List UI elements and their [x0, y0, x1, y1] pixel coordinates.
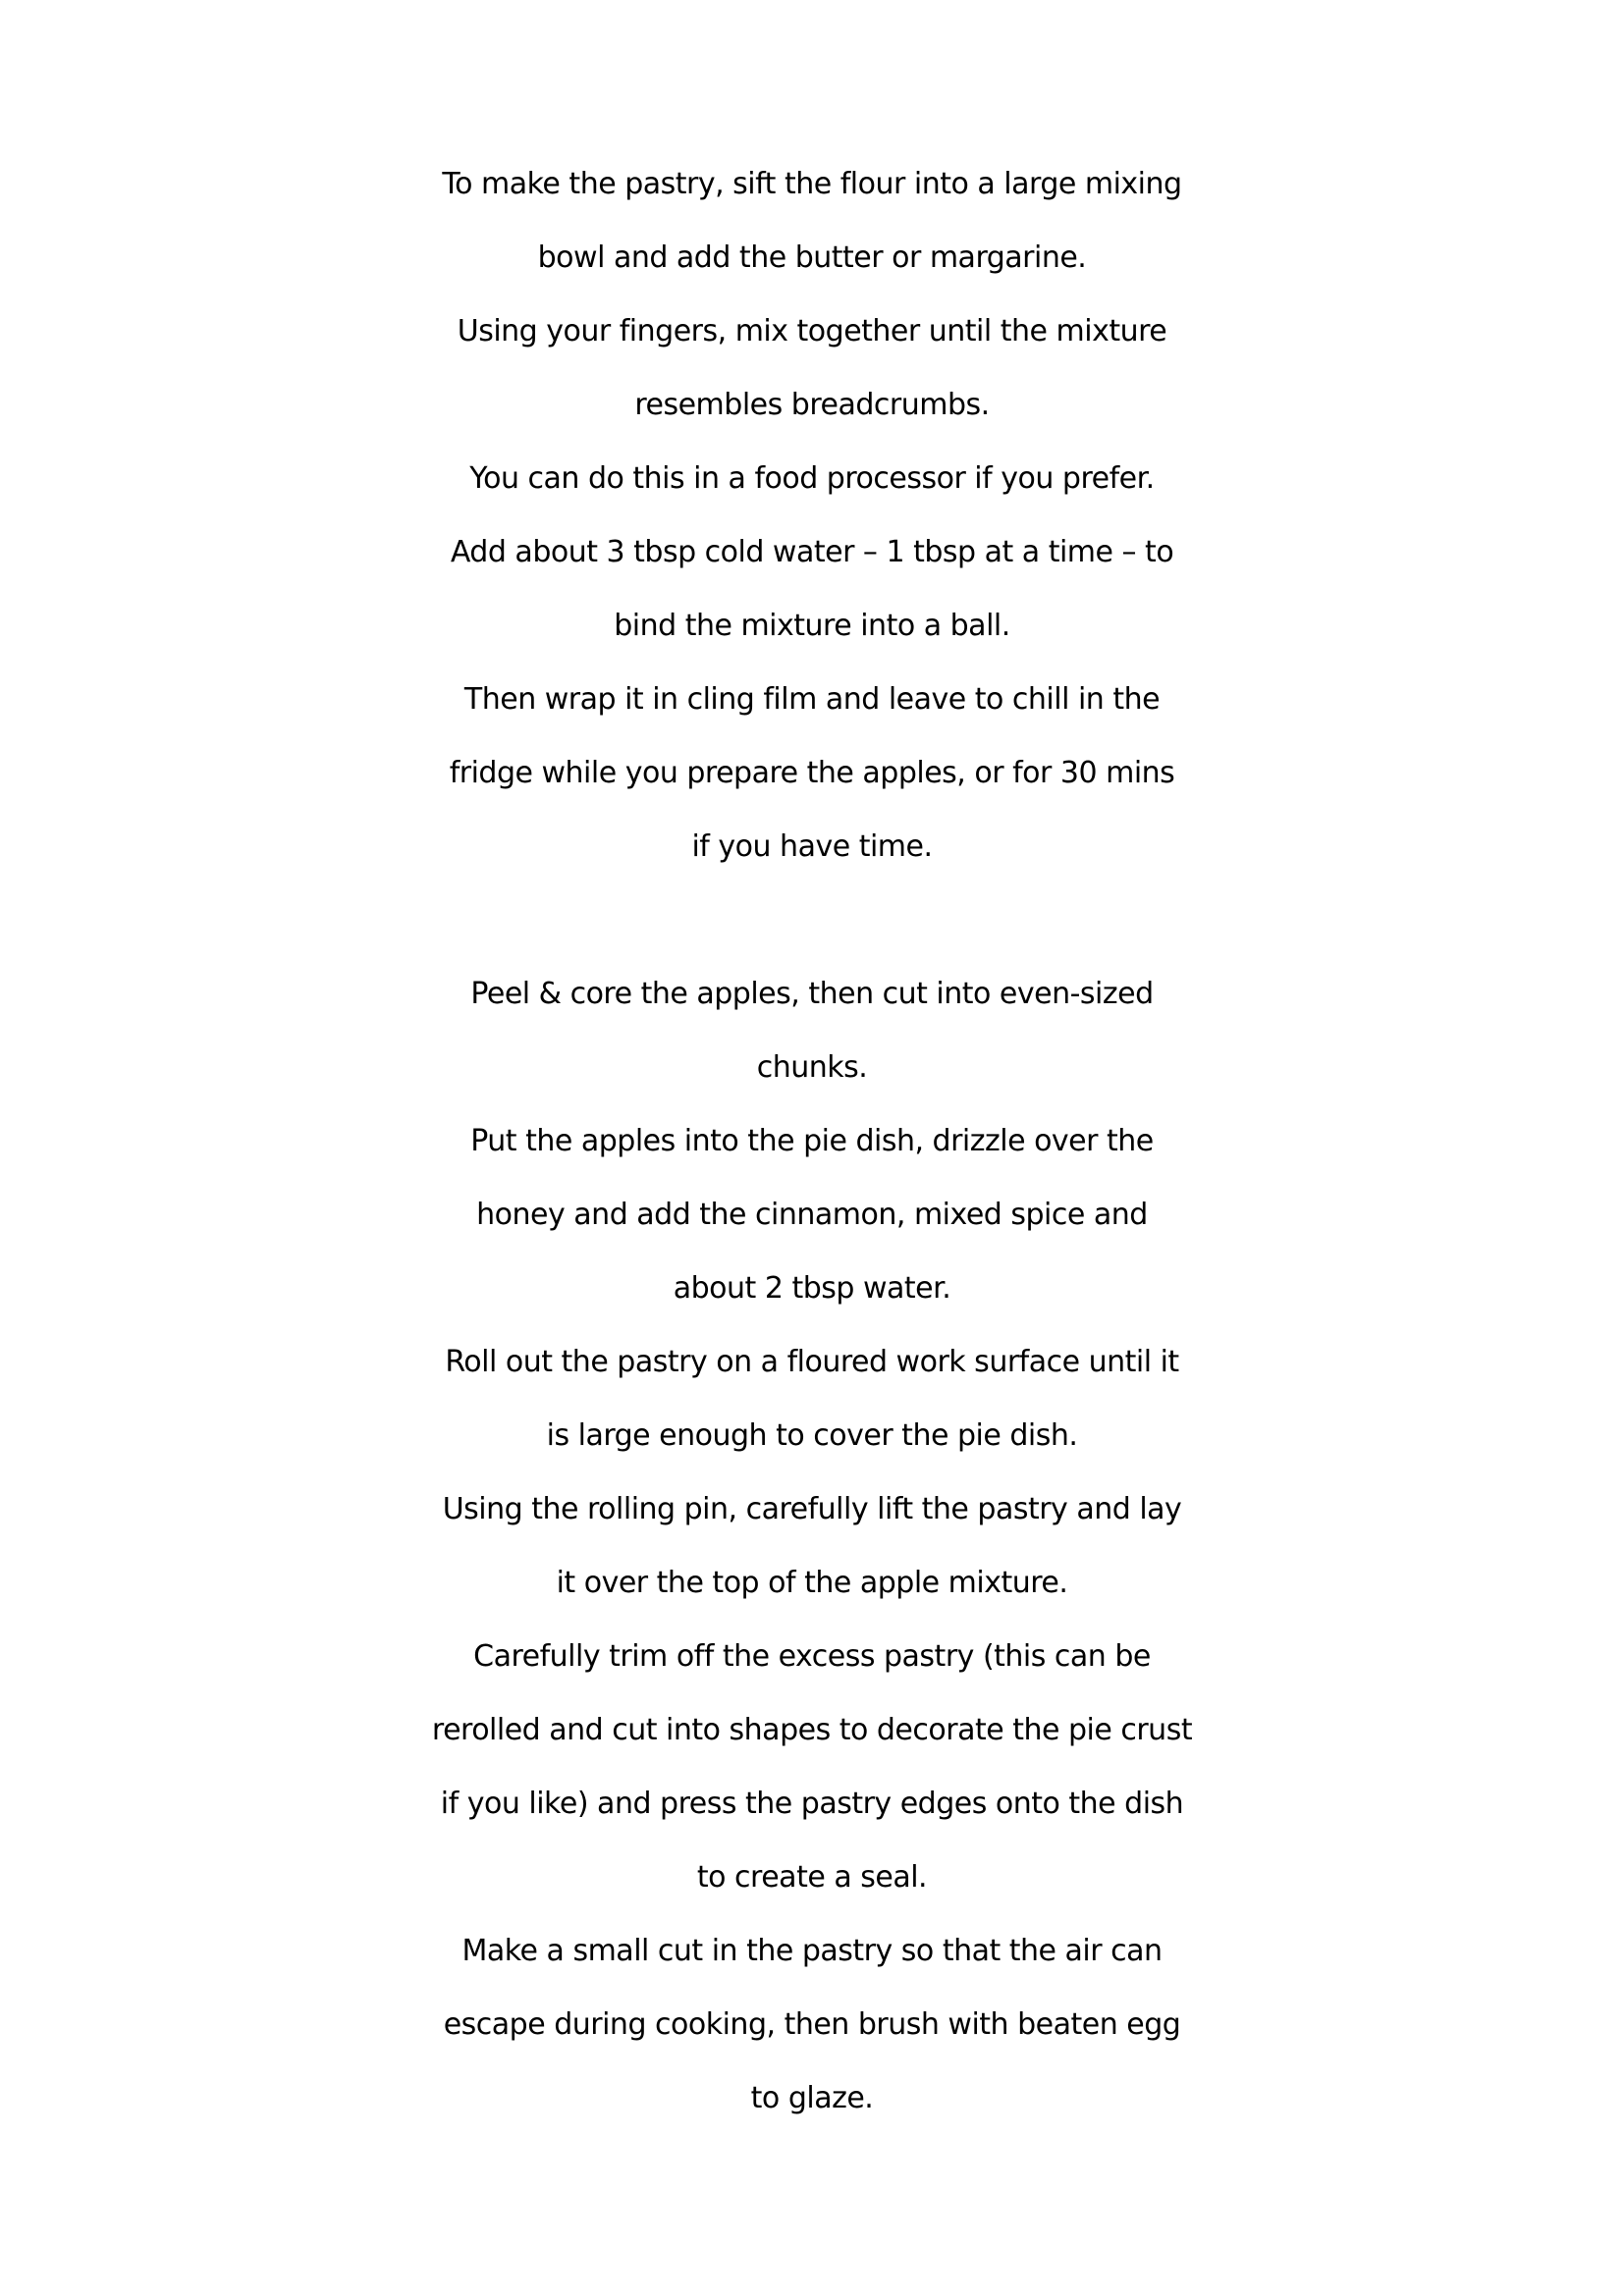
text-line: Using your fingers, mix together until the mixture [457, 314, 1167, 348]
text-line: bowl and add the butter or margarine. [537, 240, 1087, 275]
text-line: Make a small cut in the pastry so that the air can [461, 1934, 1163, 1968]
text-line: Roll out the pastry on a floured work surface until it [445, 1345, 1179, 1379]
text-line: is large enough to cover the pie dish. [546, 1418, 1078, 1453]
pastry-instructions [0, 147, 1624, 883]
text-line: honey and add the cinnamon, mixed spice and [476, 1198, 1148, 1232]
text-line: it over the top of the apple mixture. [556, 1566, 1068, 1600]
paragraph-spacer [0, 883, 1624, 957]
text-line: To make the pastry, sift the flour into a large mixing [442, 167, 1182, 201]
text-line: Peel & core the apples, then cut into even-sized [470, 977, 1154, 1011]
text-line: to glaze. [750, 2081, 874, 2115]
text-line: to create a seal. [696, 1860, 928, 1895]
apple-instructions [0, 957, 1624, 2135]
text-line: if you like) and press the pastry edges onto the dish [440, 1787, 1184, 1821]
text-line: You can do this in a food processor if you prefer. [469, 461, 1155, 496]
text-line: rerolled and cut into shapes to decorate the pie crust [431, 1713, 1193, 1747]
text-line: bind the mixture into a ball. [614, 609, 1010, 643]
text-line: Add about 3 tbsp cold water – 1 tbsp at a time – to [450, 535, 1174, 569]
text-line: Carefully trim off the excess pastry (this can be [473, 1639, 1151, 1674]
text-line: Put the apples into the pie dish, drizzle over the [470, 1124, 1154, 1158]
text-line: Using the rolling pin, carefully lift the pastry and lay [442, 1492, 1182, 1526]
text-line: resembles breadcrumbs. [634, 388, 990, 422]
text-line: if you have time. [691, 829, 933, 864]
text-line: escape during cooking, then brush with beaten egg [443, 2007, 1181, 2042]
text-line: Then wrap it in cling film and leave to chill in the [463, 682, 1161, 717]
recipe-page [0, 147, 1624, 2135]
text-line: chunks. [756, 1050, 868, 1085]
text-line: fridge while you prepare the apples, or for 30 mins [449, 756, 1175, 790]
text-line: about 2 tbsp water. [673, 1271, 951, 1306]
